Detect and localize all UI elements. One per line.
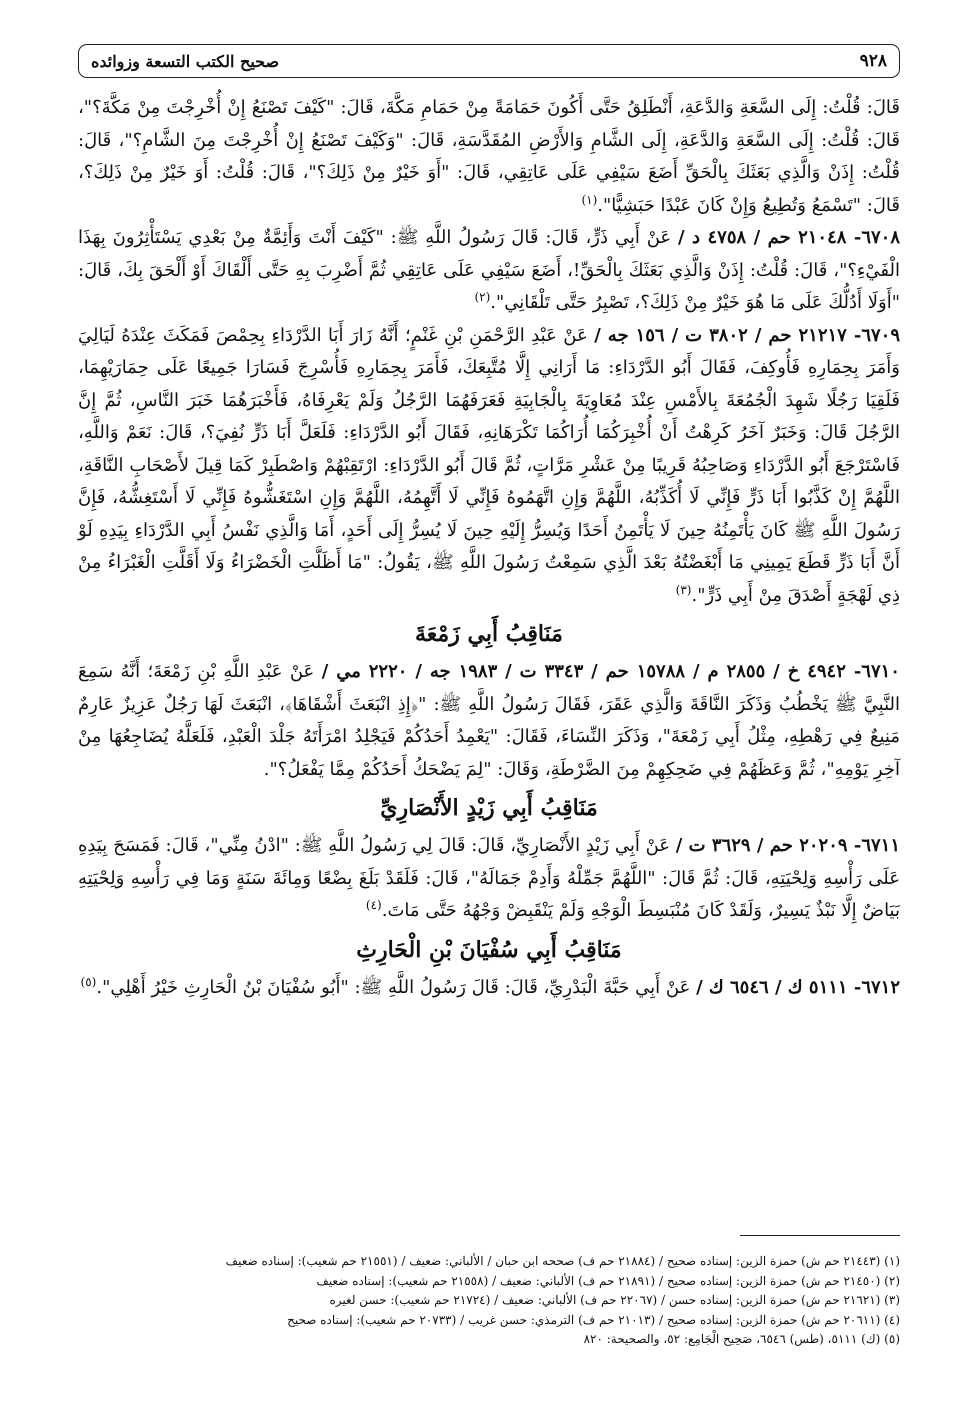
footnote-ref: (٢) — [474, 290, 491, 304]
section-title: مَنَاقِبُ أَبِي زَيْدٍ الأَنْصَارِيِّ — [380, 795, 598, 821]
footnotes — [78, 1252, 900, 1350]
hadith-text: قَالَ: قُلْتُ: إِلَى السَّعَةِ وَالدَّعَةِ، أَنْطَلِقُ حَتَّى أَكُونَ حَمَامَةً مِنْ حَمَامِ مَكَّةَ، قَالَ: "كَيْفَ تَصْنَعُ إِنْ أُخْرِجْتَ مِنْ مَكَّةَ؟"، قَالَ: قُلْتُ: إِلَى السَّعَةِ وَالدَّعَةِ، إِلَى الشَّامِ وَالأَرْضِ المُقَدَّسَةِ، قَالَ: "وَكَيْفَ تَصْنَعُ إِنْ أُخْرِجْتَ مِنَ الشَّامِ؟"، قَالَ: قُلْتُ: إِذَنْ وَالَّذِي بَعَثَكَ بِالْحَقِّ أَضَعَ سَيْفِي عَلَى عَاتِقِي، قَالَ: "أَوَ خَيْرٌ مِنْ ذَلِكَ؟"، قَالَ: قُلْتُ: أَوَ خَيْرٌ مِنْ ذَلِكَ؟، قَالَ: "تَسْمَعُ وَتُطِيعُ وَإِنْ كَانَ عَبْدًا حَبَشِيًّا". — [78, 97, 900, 216]
hadith-number: ٦٧٠٩- ٢١٢١٧ حم / ٣٨٠٢ ت / ١٥٦ جه / — [594, 324, 900, 346]
footnote: (٣) (٢١٦٢١ حم ش) حمزة الزين: إسناده حسن / (٢٢٠٦٧ حم ف) الألباني: ضعيف / (٢١٧٢٤ حم شعيب): حسن لغيره — [329, 1293, 900, 1307]
text-block — [78, 92, 900, 222]
footnote-ref: (٥) — [80, 974, 97, 989]
section-title: مَنَاقِبُ أَبِي زَمْعَةَ — [415, 621, 563, 647]
hadith-number: ٦٧١٢- ٥١١١ ك / ٦٥٤٦ ك / — [696, 976, 900, 998]
page-number: ٩٢٨ — [859, 51, 887, 71]
footnote-ref: (٣) — [675, 582, 692, 597]
footnote-divider — [740, 1235, 900, 1236]
hadith-number: ٦٧٠٨- ٢١٠٤٨ حم / ٤٧٥٨ د / — [678, 227, 900, 248]
page-header — [78, 44, 900, 78]
hadith-entry — [78, 656, 900, 786]
hadith-text: عَنْ أَبِي ذَرٍّ، قَالَ: قَالَ رَسُولُ اللَّهِ ﷺ: "كَيْفَ أَنْتَ وَأَئِمَّةٌ مِنْ بَعْدِي يَسْتَأْثِرُونَ بِهَذَا الْفَيْءِ؟"، قَالَ: قُلْتُ: إِذَنْ وَالَّذِي بَعَثَكَ بِالْحَقِّ!، أَضَعَ سَيْفِي عَلَى عَاتِقِي ثُمَّ أَضْرِبَ بِهِ حَتَّى أَلْقَاكَ أَوْ أَلْحَقَ بِكَ، قَالَ: "أَوَلَا أَدُلُّكَ عَلَى مَا هُوَ خَيْرٌ مِنْ ذَلِكَ؟، تَصْبِرُ حَتَّى تَلْقَانِي". — [78, 227, 900, 313]
section-title: مَنَاقِبُ أَبِي سُفْيَانَ بْنِ الْحَارِثِ — [356, 936, 622, 963]
hadith-entry — [78, 222, 900, 320]
footnote-ref: (٤) — [365, 898, 382, 912]
footnote: (١) (٢١٤٤٣ حم ش) حمزة الزين: إسناده صحيح / (٢١٨٨٤ حم ف) صححه ابن حبان / الألباني: ضعيف / (٢١٥٥١ حم شعيب): إسناده ضعيف — [225, 1254, 900, 1268]
hadith-text: عَنْ أَبِي زَيْدٍ الأَنْصَارِيِّ، قَالَ: قَالَ لِي رَسُولُ اللَّهِ ﷺ: "ادْنُ مِنِّي"، قَالَ: فَمَسَحَ بِيَدِهِ عَلَى رَأْسِهِ وَلِحْيَتِهِ، قَالَ: ثُمَّ قَالَ: "اللَّهُمَّ جَمِّلْهُ وَأَدِمْ جَمَالَهُ"، قَالَ: فَلَقَدْ بَلَغَ بِضْعًا وَمِائَةَ سَنَةٍ وَمَا فِي رَأْسِهِ وَلِحْيَتِهِ بَيَاضٌ إِلَّا نَبْذٌ يَسِيرٌ، وَلَقَدْ كَانَ مُنْبَسِطَ الْوَجْهِ وَلَمْ يَنْقَبِضْ وَجْهُهُ حَتَّى مَاتَ. — [78, 835, 900, 921]
footnote-ref: (١) — [581, 192, 598, 207]
hadith-entry — [78, 830, 900, 928]
hadith-entry — [78, 972, 900, 1005]
hadith-number: ٦٧١٠- ٤٩٤٢ خ / ٢٨٥٥ م / ١٥٧٨٨ حم / ٣٣٤٣ ت / ١٩٨٣ جه / ٢٢٢٠ مي / — [321, 661, 900, 682]
hadith-text: عَنْ أَبِي حَبَّةَ الْبَدْرِيِّ، قَالَ: قَالَ رَسُولُ اللَّهِ ﷺ: "أَبُو سُفْيَانَ بْنُ الْحَارِثِ خَيْرُ أَهْلِي". — [96, 976, 691, 998]
footnote: (٥) (ك) ٥١١١، (طس) ٦٥٤٦، صَحِيح الْجَامِع: ٥٢، والصحيحة: ٨٢٠ — [583, 1332, 900, 1346]
main-text — [78, 92, 900, 1004]
hadith-text: عَنْ عَبْدِ اللَّهِ بْنِ زَمْعَةَ؛ أَنَّهُ سَمِعَ النَّبِيَّ ﷺ يَخْطُبُ وَذَكَرَ النَّاقَةَ وَالَّذِي عَقَرَ، فَقَالَ رَسُولُ اللَّهِ ﷺ: "﴿إِذِ انْبَعَثَ أَشْقَاهَا﴾، انْبَعَثَ لَهَا رَجُلٌ عَزِيزٌ عَارِمٌ مَنِيعٌ فِي رَهْطِهِ، مِثْلُ أَبِي زَمْعَةَ"، وَذَكَرَ النِّسَاءَ، فَقَالَ: "يَعْمِدُ أَحَدُكُمْ فَيَجْلِدُ امْرَأَتَهُ جَلْدَ الْعَبْدِ، فَلَعَلَّهُ يُضَاجِعُهَا مِنْ آخِرِ يَوْمِهِ"، ثُمَّ وَعَظَهُمْ فِي ضَحِكِهِمْ مِنَ الضَّرْطَةِ، وَقَالَ: "لِمَ يَضْحَكُ أَحَدُكُمْ مِمَّا يَفْعَلُ؟". — [78, 661, 900, 780]
footnote: (٤) (٢٠٦١١ حم ش) حمزة الزين: إسناده صحيح / (٢١٠١٣ حم ف) الترمذي: حسن غريب / (٢٠٧٣٣ حم شعيب): إسناده صحيح — [287, 1312, 900, 1327]
footnote: (٢) (٢١٤٥٠ حم ش) حمزة الزين: إسناده صحيح / (٢١٨٩١ حم ف) الألباني: ضعيف / (٢١٥٥٨ حم شعيب): إسناده ضعيف — [316, 1273, 900, 1288]
book-title: صحيح الكتب التسعة وزوائده — [91, 51, 280, 71]
hadith-text: عَنْ عَبْدِ الرَّحْمَنِ بْنِ غَنْمٍ؛ أَنَّهُ زَارَ أَبَا الدَّرْدَاءِ بِحِمْصَ فَمَكَثَ عِنْدَهُ لَيَالِيَ وَأَمَرَ بِحِمَارِهِ فَأُوكِفَ، فَقَالَ أَبُو الدَّرْدَاءِ: مَا أَرَانِي إِلَّا مُتَّبِعَكَ، فَأَمَرَ بِحِمَارِهِ فَأُسْرِجَ فَسَارَا جَمِيعًا عَلَى حِمَارَيْهِمَا، فَلَقِيَا رَجُلًا شَهِدَ الْجُمُعَةَ بِالأَمْسِ عِنْدَ مُعَاوِيَةَ بِالْجَابِيَةِ فَعَرَفَهُمَا الرَّجُلُ وَلَمْ يَعْرِفَاهُ، فَأَخْبَرَهُمَا خَبَرَ النَّاسِ، ثُمَّ إِنَّ الرَّجُلَ قَالَ: وَخَبَرٌ آخَرُ كَرِهْتُ أَنْ أُخْبِرَكُمَا أُرَاكُمَا تَكْرَهَانِهِ، فَقَالَ أَبُو الدَّرْدَاءِ: فَلَعَلَّ أَبَا ذَرٍّ نُفِيَ؟، قَالَ: نَعَمْ وَاللَّهِ، فَاسْتَرْجَعَ أَبُو الدَّرْدَاءِ وَصَاحِبُهُ قَرِيبًا مِنْ عَشْرِ مَرَّاتٍ، ثُمَّ قَالَ أَبُو الدَّرْدَاءِ: ارْتَقِبْهُمْ وَاصْطَبِرْ كَمَا قِيلَ لأَصْحَابِ النَّاقَةِ، اللَّهُمَّ إِنْ كَذَّبُوا أَبَا ذَرٍّ فَإِنِّي لَا أُكَذِّبُهُ، اللَّهُمَّ وَإِنِ اتَّهَمُوهُ فَإِنِّي لَا أَتَّهِمُهُ، اللَّهُمَّ وَإِنِ اسْتَغَشُّوهُ فَإِنِّي لَا أَسْتَغِشُّهُ، فَإِنَّ رَسُولَ اللَّهِ ﷺ كَانَ يَأْتَمِنُهُ حِينَ لَا يَأْتَمِنُ أَحَدًا وَيُسِرُّ إِلَيْهِ حِينَ لَا يُسِرُّ إِلَى أَحَدٍ، أَمَا وَالَّذِي نَفْسُ أَبِي الدَّرْدَاءِ بِيَدِهِ لَوْ أَنَّ أَبَا ذَرٍّ قَطَعَ يَمِينِي مَا أَبْغَضْتُهُ بَعْدَ الَّذِي سَمِعْتُ رَسُولَ اللَّهِ ﷺ، يَقُولُ: "مَا أَظَلَّتِ الْخَضْرَاءُ وَلَا أَقَلَّتِ الْغَبْرَاءُ مِنْ ذِي لَهْجَةٍ أَصْدَقَ مِنْ أَبِي ذَرٍّ". — [78, 324, 900, 606]
hadith-number: ٦٧١١- ٢٠٢٠٩ حم / ٣٦٢٩ ت / — [675, 835, 900, 856]
hadith-entry — [78, 320, 900, 613]
